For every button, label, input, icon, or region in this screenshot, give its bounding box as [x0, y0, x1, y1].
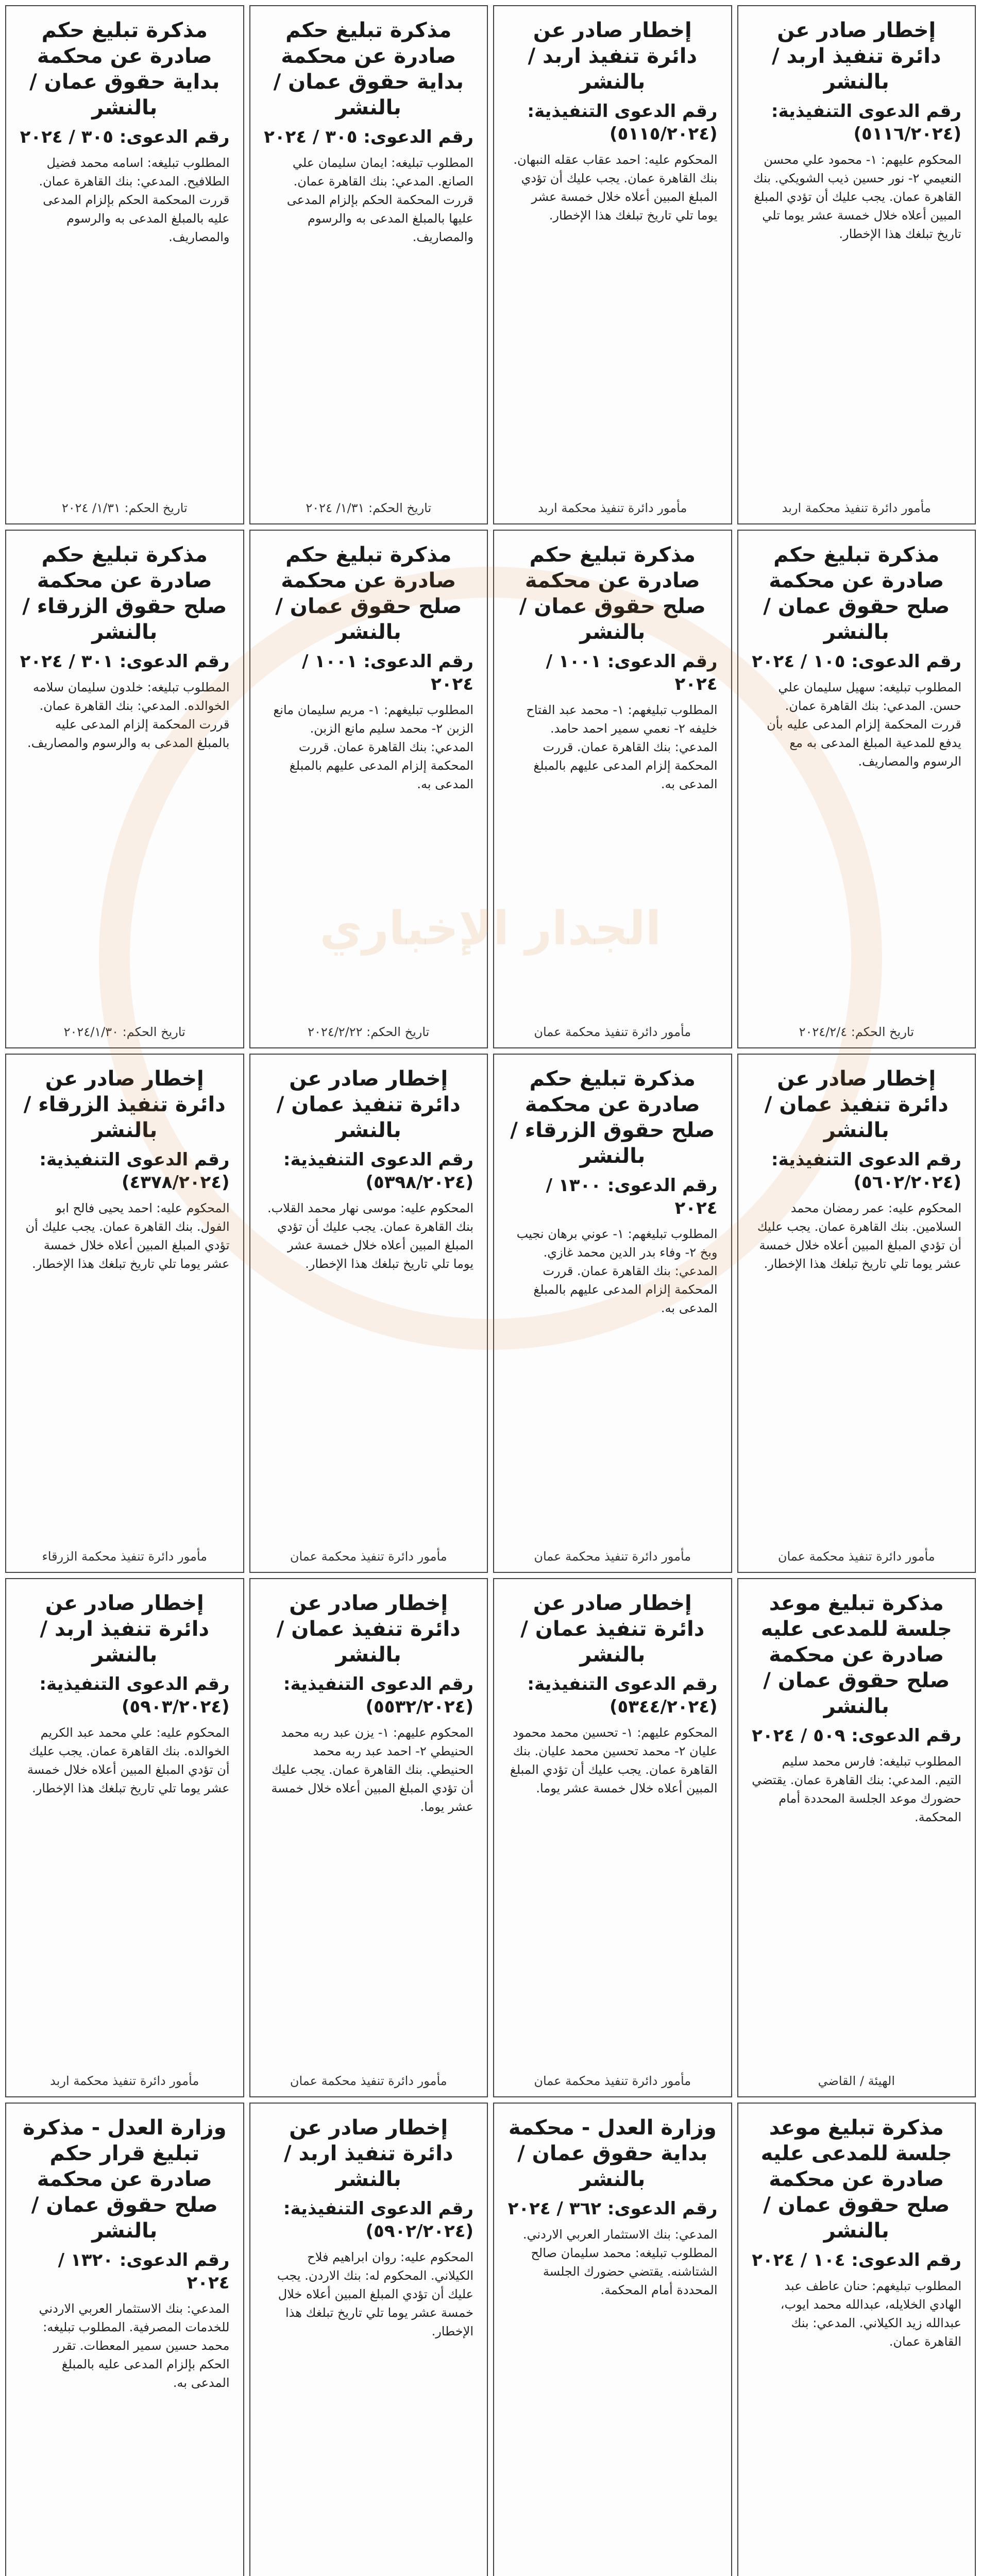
notice-footer: مأمور دائرة تنفيذ محكمة الزرقاء [42, 1549, 207, 1564]
legal-notice [5, 1054, 244, 1573]
notice-footer: الهيئة / القاضي [818, 2073, 895, 2088]
notice-body: المدعي: بنك الاستثمار العربي الاردني للخدمات المصرفية. المطلوب تبليغه: محمد حسين سمير المعطات. تقرر الحكم بإلزام المدعى عليه بالمبلغ المدعى به. [39, 2301, 230, 2390]
notice-title: إخطار صادر عن دائرة تنفيذ اربد / بالنشر [771, 19, 941, 94]
notice-title: مذكرة تبليغ حكم صادرة عن محكمة صلح حقوق عمان / بالنشر [763, 543, 950, 644]
notice-title: مذكرة تبليغ حكم صادرة عن محكمة صلح حقوق عمان / بالنشر [519, 543, 706, 644]
notice-title: إخطار صادر عن دائرة تنفيذ عمان / بالنشر [520, 1591, 705, 1667]
legal-notice [737, 5, 976, 524]
legal-notice [493, 530, 732, 1049]
notice-title: مذكرة تبليغ موعد جلسة للمدعى عليه صادرة عن محكمة صلح حقوق عمان / بالنشر [760, 1591, 952, 1718]
legal-notice [249, 5, 488, 524]
notice-body: المحكوم عليه: موسى نهار محمد القلاب. بنك القاهرة عمان. يجب عليك أن تؤدي المبلغ المبين أعلاه خلال خمسة عشر يوما تلي تاريخ تبلغك هذا الإخطار. [267, 1201, 473, 1272]
notice-body: المحكوم عليهم: ١- تحسين محمد محمود عليان ٢- محمد تحسين محمد عليان. بنك القاهرة عمان. يجب عليك أن تؤدي المبلغ المبين أعلاه خلال خمسة عشر يوما. [510, 1725, 718, 1795]
notice-title: إخطار صادر عن دائرة تنفيذ عمان / بالنشر [276, 1591, 461, 1667]
notice-footer: تاريخ الحكم: ٢٠٢٤/١/٣٠ [63, 1025, 185, 1040]
notice-body: المحكوم عليهم: ١- محمود علي محسن النعيمي ٢- نور حسين ذيب الشويكي. بنك القاهرة عمان. يجب عليك أن تؤدي المبلغ المبين أعلاه خلال خمسة عشر يوما تلي تاريخ تبلغك هذا الإخطار. [753, 152, 961, 241]
notice-title: مذكرة تبليغ حكم صادرة عن محكمة بداية حقوق عمان / بالنشر [29, 19, 220, 120]
notice-title: مذكرة تبليغ حكم صادرة عن محكمة صلح حقوق عمان / بالنشر [275, 543, 462, 644]
notice-body: المدعي: بنك الاستثمار العربي الاردني. المطلوب تبليغه: محمد سليمان صالح الشتاشنه. يقتضي حضورك الجلسة المحددة أمام المحكمة. [522, 2227, 718, 2297]
notice-footer: تاريخ الحكم: ٢٠٢٤/٢/٤ [799, 1025, 914, 1040]
notice-title: إخطار صادر عن دائرة تنفيذ عمان / بالنشر [764, 1067, 949, 1143]
legal-notice [493, 1578, 732, 2097]
notice-title: مذكرة تبليغ حكم صادرة عن محكمة صلح حقوق الزرقاء / بالنشر [510, 1067, 715, 1168]
notice-body: المطلوب تبليغه: فارس محمد سليم التيم. المدعي: بنك القاهرة عمان. يقتضي حضورك موعد الجلسة المحددة أمام المحكمة. [752, 1754, 961, 1824]
notice-title: وزارة العدل - مذكرة تبليغ قرار حكم صادرة عن محكمة صلح حقوق عمان / بالنشر [23, 2115, 227, 2243]
legal-notice [737, 2103, 976, 2576]
notice-title: إخطار صادر عن دائرة تنفيذ الزرقاء / بالنشر [23, 1067, 226, 1143]
notice-footer: مأمور دائرة تنفيذ محكمة عمان [290, 2073, 447, 2088]
legal-notice [737, 530, 976, 1049]
legal-notice [249, 1578, 488, 2097]
case-number: رقم الدعوى التنفيذية: (٥١١٦/٢٠٢٤) [771, 101, 961, 144]
case-number: رقم الدعوى: ١٠٤ / ٢٠٢٤ [752, 2249, 961, 2270]
case-number: رقم الدعوى التنفيذية: (٥٣٩٨/٢٠٢٤) [283, 1149, 473, 1193]
notice-body: المطلوب تبليغهم: ١- محمد عبد الفتاح خليفه ٢- نعمي سمير احمد حامد. المدعي: بنك القاهرة عمان. قررت المحكمة إلزام المدعى عليهم بالمبلغ المدعى به. [526, 702, 718, 791]
legal-notice [493, 5, 732, 524]
case-number: رقم الدعوى التنفيذية: (٥٣٤٤/٢٠٢٤) [527, 1674, 718, 1717]
case-number: رقم الدعوى: ٣٠٥ / ٢٠٢٤ [264, 127, 473, 147]
notice-body: المحكوم عليه: احمد يحيى فالح ابو الفول. بنك القاهرة عمان. يجب عليك أن تؤدي المبلغ المبين أعلاه خلال خمسة عشر يوما تلي تاريخ تبلغك هذا الإخطار. [25, 1201, 230, 1272]
notice-footer: مأمور دائرة تنفيذ محكمة عمان [534, 1549, 691, 1564]
case-number: رقم الدعوى: ٣٦٢ / ٢٠٢٤ [508, 2198, 718, 2219]
legal-notice [249, 2103, 488, 2576]
notice-footer: مأمور دائرة تنفيذ محكمة عمان [290, 1549, 447, 1564]
notice-title: وزارة العدل - محكمة بداية حقوق عمان / بالنشر [508, 2115, 717, 2191]
legal-notice [249, 1054, 488, 1573]
notice-footer: مأمور دائرة تنفيذ محكمة عمان [534, 2073, 691, 2088]
legal-notice [737, 1054, 976, 1573]
notice-body: المطلوب تبليغهم: ١- مريم سليمان مانع الزبن ٢- محمد سليم مانع الزبن. المدعي: بنك القاهرة عمان. قررت المحكمة إلزام المدعى عليهم بالمبلغ المدعى به. [273, 702, 473, 791]
notice-footer: تاريخ الحكم: ١/٣١/ ٢٠٢٤ [306, 500, 432, 515]
case-number: رقم الدعوى: ٣٠٥ / ٢٠٢٤ [20, 127, 230, 147]
notice-title: إخطار صادر عن دائرة تنفيذ اربد / بالنشر [40, 1591, 210, 1667]
notice-body: المطلوب تبليغه: ايمان سليمان علي الصانع. المدعي: بنك القاهرة عمان. قررت المحكمة الحكم بإلزام المدعى عليها بالمبلغ المدعى به والرسوم والمصاريف. [286, 156, 473, 244]
watermark-text: الجدار الإخباري [319, 902, 662, 956]
case-number: رقم الدعوى: ٣٠١ / ٢٠٢٤ [20, 651, 230, 672]
notice-body: المطلوب تبليغهم: حنان عاطف عبد الهادي الخلايله، عبدالله محمد ايوب، عبدالله زيد الكيلاني. المدعي: بنك القاهرة عمان. [780, 2278, 961, 2349]
case-number: رقم الدعوى التنفيذية: (٥١١٥/٢٠٢٤) [527, 101, 718, 144]
notice-footer: مأمور دائرة تنفيذ محكمة عمان [777, 1549, 935, 1564]
notice-footer: مأمور دائرة تنفيذ محكمة اربد [50, 2073, 199, 2088]
newspaper-page [5, 5, 976, 2576]
legal-notice [493, 2103, 732, 2576]
notice-footer: تاريخ الحكم: ٢٠٢٤/٢/٢٢ [308, 1025, 430, 1040]
legal-notice [5, 2103, 244, 2576]
notice-title: مذكرة تبليغ حكم صادرة عن محكمة صلح حقوق الزرقاء / بالنشر [22, 543, 227, 644]
legal-notice [493, 1054, 732, 1573]
case-number: رقم الدعوى التنفيذية: (٥٥٣٢/٢٠٢٤) [283, 1674, 473, 1717]
case-number: رقم الدعوى التنفيذية: (٥٩٠٣/٢٠٢٤) [39, 1674, 230, 1717]
notice-body: المحكوم عليهم: ١- يزن عبد ربه محمد الحنيطي ٢- احمد عبد ربه محمد الحنيطي. بنك القاهرة عمان. يجب عليك أن تؤدي المبلغ المبين أعلاه خلال خمسة عشر يوما. [271, 1725, 473, 1814]
notice-footer: مأمور دائرة تنفيذ محكمة اربد [538, 500, 687, 515]
notice-body: المحكوم عليه: احمد عقاب عقله النبهان. بنك القاهرة عمان. يجب عليك أن تؤدي المبلغ المبين أعلاه خلال خمسة عشر يوما تلي تاريخ تبلغك هذا الإخطار. [513, 152, 718, 223]
case-number: رقم الدعوى التنفيذية: (٥٦٠٢/٢٠٢٤) [771, 1149, 961, 1193]
case-number: رقم الدعوى: ١٠٠١ / ٢٠٢٤ [302, 651, 473, 694]
notice-title: إخطار صادر عن دائرة تنفيذ اربد / بالنشر [528, 19, 698, 94]
notice-body: المحكوم عليه: عمر رمضان محمد السلامين. بنك القاهرة عمان. يجب عليك أن تؤدي المبلغ المبين أعلاه خلال خمسة عشر يوما تلي تاريخ تبلغك هذا الإخطار. [757, 1201, 961, 1272]
notice-title: مذكرة تبليغ حكم صادرة عن محكمة بداية حقوق عمان / بالنشر [273, 19, 464, 120]
case-number: رقم الدعوى: ١٣٠٠ / ٢٠٢٤ [546, 1175, 718, 1219]
notice-title: إخطار صادر عن دائرة تنفيذ عمان / بالنشر [276, 1067, 461, 1143]
legal-notice [5, 5, 244, 524]
notice-footer: مأمور دائرة تنفيذ محكمة اربد [782, 500, 931, 515]
notice-body: المطلوب تبليغه: خلدون سليمان سلامه الخوالده. المدعي: بنك القاهرة عمان. قررت المحكمة إلزام المدعى عليه بالمبلغ المدعى به والرسوم والمصاريف. [27, 680, 230, 750]
case-number: رقم الدعوى: ١٠٥ / ٢٠٢٤ [752, 651, 961, 672]
case-number: رقم الدعوى التنفيذية: (٥٩٠٢/٢٠٢٤) [283, 2198, 473, 2242]
legal-notice [5, 1578, 244, 2097]
notice-title: إخطار صادر عن دائرة تنفيذ اربد / بالنشر [283, 2115, 453, 2191]
notice-body: المطلوب تبليغه: اسامه محمد فضيل الطلافيح. المدعي: بنك القاهرة عمان. قررت المحكمة الحكم بإلزام المدعى عليه بالمبلغ المدعى به والرسوم والمصاريف. [39, 156, 230, 244]
case-number: رقم الدعوى: ١٠٠١ / ٢٠٢٤ [546, 651, 718, 694]
notice-body: المطلوب تبليغهم: ١- عوني برهان نجيب وبخ ٢- وفاء بدر الدين محمد غازي. المدعي: بنك القاهرة عمان. قررت المحكمة إلزام المدعى عليهم بالمبلغ المدعى به. [516, 1227, 718, 1316]
notice-body: المطلوب تبليغه: سهيل سليمان علي حسن. المدعي: بنك القاهرة عمان. قررت المحكمة إلزام المدعى عليه بأن يدفع للمدعية المبلغ المدعى به مع الرسوم والمصاريف. [767, 680, 961, 769]
legal-notice [5, 530, 244, 1049]
case-number: رقم الدعوى التنفيذية: (٤٣٧٨/٢٠٢٤) [39, 1149, 230, 1193]
notice-footer: تاريخ الحكم: ١/٣١/ ٢٠٢٤ [61, 500, 188, 515]
case-number: رقم الدعوى: ٥٠٩ / ٢٠٢٤ [752, 1725, 961, 1746]
notice-footer: مأمور دائرة تنفيذ محكمة عمان [534, 1025, 691, 1040]
legal-notice [249, 530, 488, 1049]
notice-title: مذكرة تبليغ موعد جلسة للمدعى عليه صادرة عن محكمة صلح حقوق عمان / بالنشر [760, 2115, 952, 2243]
legal-notice [737, 1578, 976, 2097]
case-number: رقم الدعوى: ١٣٢٠ / ٢٠٢٤ [58, 2249, 230, 2293]
notice-body: المحكوم عليه: روان ابراهيم فلاح الكيلاني. المحكوم له: بنك الاردن. يجب عليك أن تؤدي المبلغ المبين أعلاه خلال خمسة عشر يوما تلي تاريخ تبلغك هذا الإخطار. [277, 2249, 473, 2338]
notice-body: المحكوم عليه: علي محمد عبد الكريم الخوالده. بنك القاهرة عمان. يجب عليك أن تؤدي المبلغ المبين أعلاه خلال خمسة عشر يوما تلي تاريخ تبلغك هذا الإخطار. [27, 1725, 230, 1795]
